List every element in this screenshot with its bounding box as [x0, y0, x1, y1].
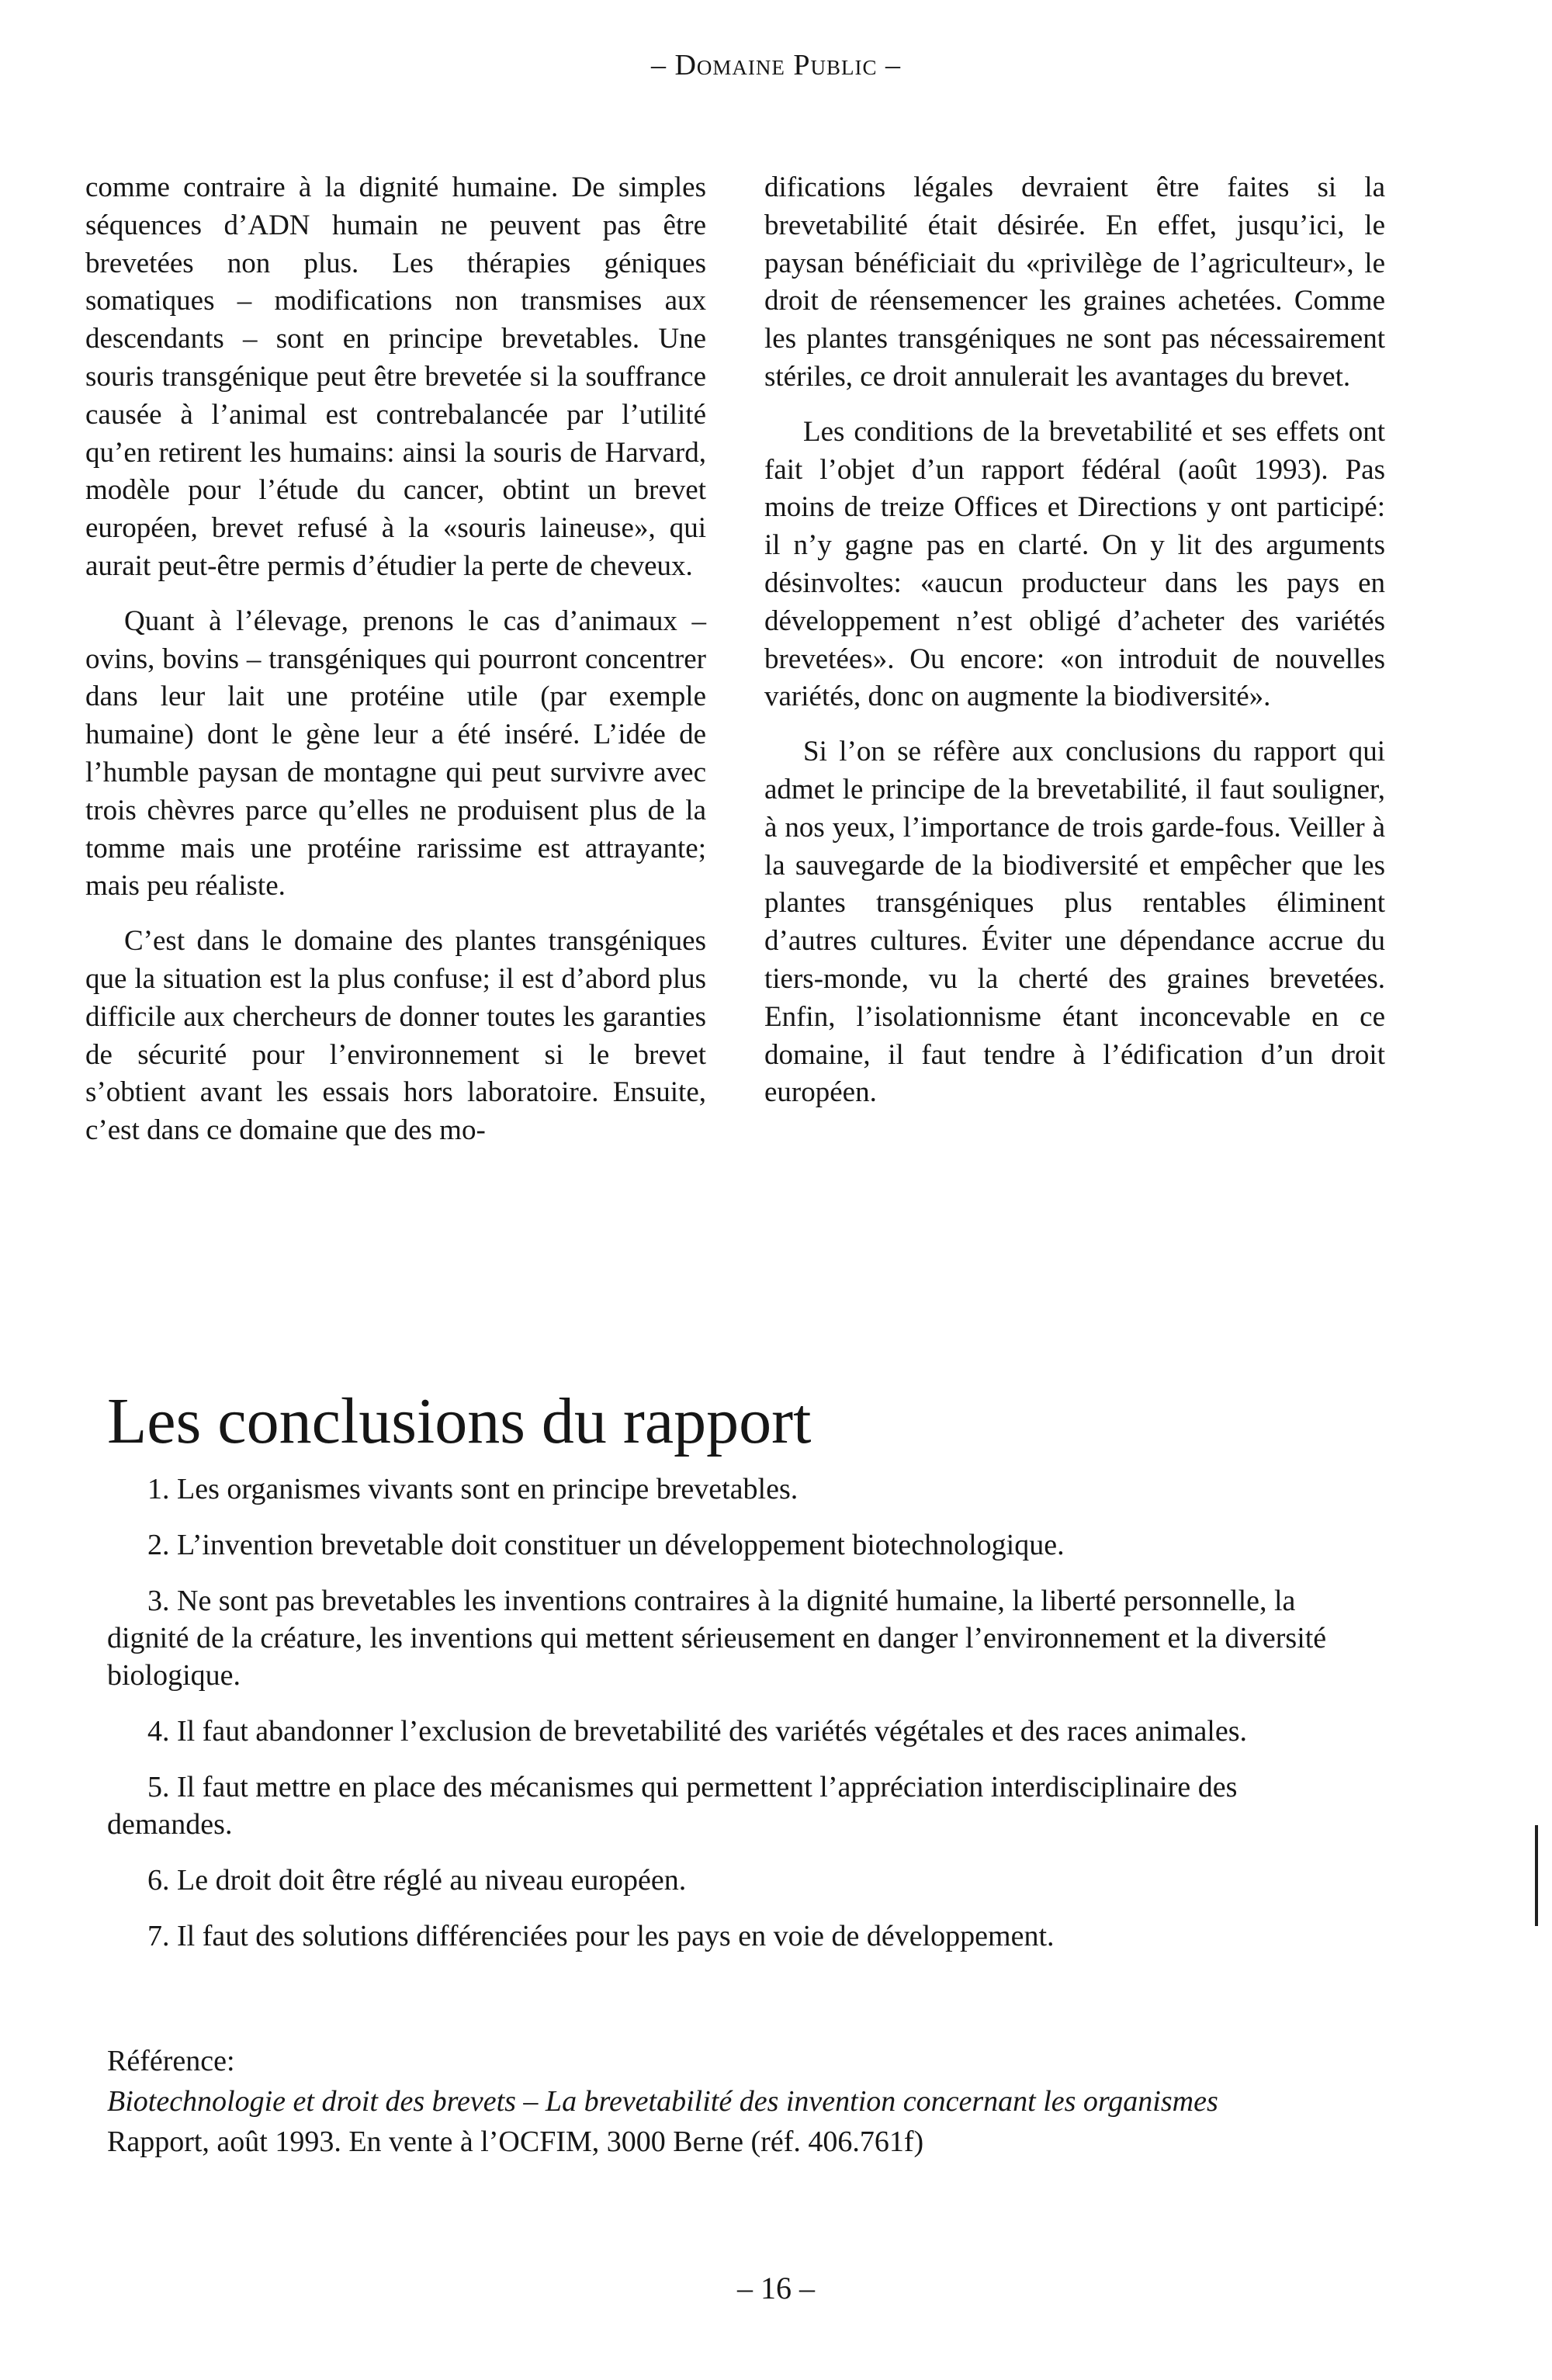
list-item: 5. Il faut mettre en place des mécanismes qui permettent l’appréciation interdisciplinaire des demandes. [107, 1771, 1238, 1841]
paragraph: difications légales devraient être faites si la brevetabilité était désirée. En effet, jusqu’ici, le paysan bénéficiait du «privilège de l’agriculteur», le droit de réensemencer les graines achetées. Comme les plantes transgéniques ne sont pas nécessairement stériles, ce droit annulerait les avantages du brevet. [764, 171, 1385, 393]
list-item: 4. Il faut abandonner l’exclusion de brevetabilité des variétés végétales et des races animales. [147, 1715, 1248, 1748]
reference-block [107, 2041, 1387, 2162]
conclusions-list [107, 1471, 1358, 1973]
list-item: 1. Les organismes vivants sont en principe brevetables. [147, 1473, 799, 1505]
page-number: – 16 – [737, 2271, 815, 2306]
paragraph: Les conditions de la brevetabilité et ses effets ont fait l’objet d’un rapport fédéral (août 1993). Pas moins de treize Offices et Directions y ont participé: il n’y gagne pas en clarté. On y lit des arguments désinvoltes: «aucun producteur dans les pays en développement n’est obligé d’acheter des variétés brevetées». Ou encore: «on introduit de nouvelles variétés, donc on augmente la biodiversité». [764, 415, 1385, 713]
margin-bar [1535, 1825, 1538, 1926]
reference-title: Biotechnologie et droit des brevets – La brevetabilité des invention concernant les organismes [107, 2085, 1218, 2118]
list-item: 3. Ne sont pas brevetables les inventions contraires à la dignité humaine, la liberté personnelle, la dignité de la créature, les inventions qui mettent sérieusement en danger l’environnement et la diversité biologique. [107, 1585, 1327, 1692]
box-title: Les conclusions du rapport [107, 1385, 812, 1457]
reference-details: Rapport, août 1993. En vente à l’OCFIM, 3000 Berne (réf. 406.761f) [107, 2125, 924, 2158]
paragraph: C’est dans le domaine des plantes transgéniques que la situation est la plus confuse; il est d’abord plus difficile aux chercheurs de donner toutes les garanties de sécurité pour l’environnement si le brevet s’obtient avant les essais hors laboratoire. Ensuite, c’est dans ce domaine que des mo- [85, 925, 706, 1147]
running-head: – Domaine Public – [650, 49, 902, 81]
list-item: 6. Le droit doit être réglé au niveau européen. [147, 1864, 687, 1897]
reference-label: Référence: [107, 2045, 235, 2077]
paragraph: comme contraire à la dignité humaine. De simples séquences d’ADN humain ne peuvent pas être brevetées non plus. Les thérapies géniques somatiques – modifications non transmises aux descendants – sont en principe brevetables. Une souris transgénique peut être brevetée si la souffrance causée à l’animal est contrebalancée par l’utilité qu’en retirent les humains: ainsi la souris de Harvard, modèle pour l’étude du cancer, obtint un brevet européen, brevet refusé à la «souris laineuse», qui aurait peut-être permis d’étudier la perte de cheveux. [85, 171, 706, 582]
list-item: 2. L’invention brevetable doit constituer un développement biotechnologique. [147, 1529, 1065, 1561]
text-column-right [764, 169, 1385, 1112]
paragraph: Si l’on se réfère aux conclusions du rapport qui admet le principe de la brevetabilité, il faut souligner, à nos yeux, l’importance de trois garde-fous. Veiller à la sauvegarde de la biodiversité et empêcher que les plantes transgéniques plus rentables éliminent d’autres cultures. Éviter une dépendance accrue du tiers-monde, vu la cherté des graines brevetées. Enfin, l’isolationnisme étant inconcevable en ce domaine, il faut tendre à l’édification d’un droit européen. [764, 736, 1385, 1109]
list-item: 7. Il faut des solutions différenciées pour les pays en voie de développement. [147, 1920, 1055, 1952]
paragraph: Quant à l’élevage, prenons le cas d’animaux – ovins, bovins – transgéniques qui pourront concentrer dans leur lait une protéine utile (par exemple humaine) dont le gène leur a été inséré. L’idée de l’humble paysan de montagne qui peut survivre avec trois chèvres parce qu’elles ne produisent plus de la tomme mais une protéine rarissime est attrayante; mais peu réaliste. [85, 605, 706, 902]
text-column-left [85, 169, 706, 1150]
